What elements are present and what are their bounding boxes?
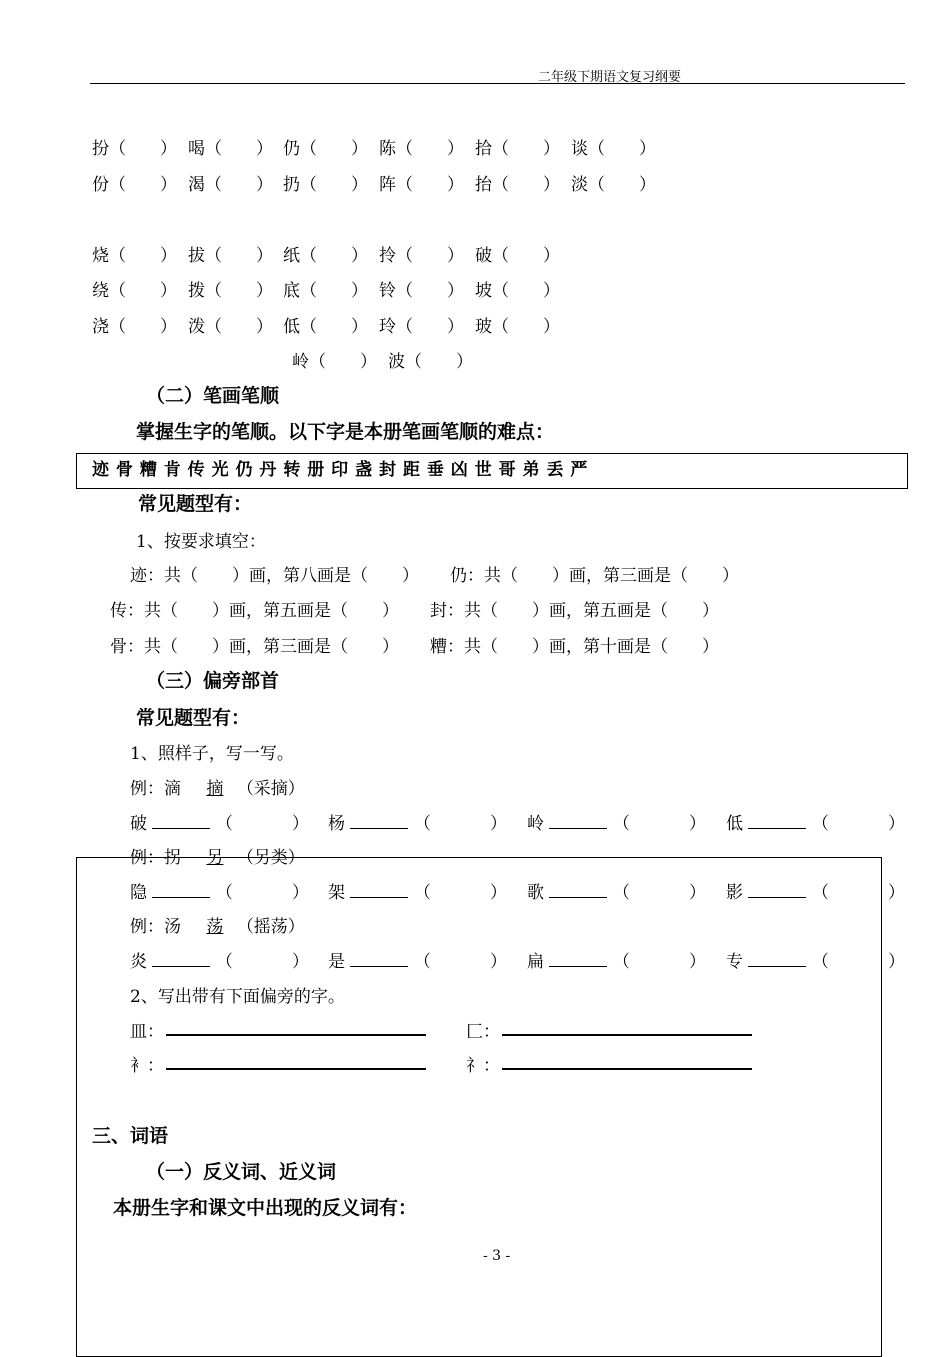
exercise-char: 岭 <box>527 814 544 834</box>
paren-open: （ <box>811 952 829 972</box>
paren-close: ） <box>689 814 706 834</box>
char-item: 绕（ ） <box>92 281 177 301</box>
char-item: 低（ ） <box>283 317 368 337</box>
paren-close: ） <box>888 814 905 834</box>
answer-blank[interactable] <box>350 952 408 967</box>
char-item: 岭（ ） <box>292 352 377 372</box>
radical-label: 匚： <box>466 1022 500 1042</box>
paren-open: （ <box>215 952 233 972</box>
answer-blank[interactable] <box>748 814 806 829</box>
answer-blank[interactable] <box>152 883 210 898</box>
section-heading-radicals: （三）偏旁部首 <box>146 670 280 692</box>
char-item: 仍（ ） <box>283 139 368 159</box>
radical-label: 衤： <box>130 1056 164 1076</box>
char-item: 扔（ ） <box>283 175 368 195</box>
example-suffix: （采摘） <box>236 779 305 799</box>
char-item: 拨（ ） <box>188 281 273 301</box>
example-answer: 另 <box>206 848 224 868</box>
answer-blank[interactable] <box>152 952 210 967</box>
strokes-chars: 迹 骨 糟 肯 传 光 仍 丹 转 册 印 盏 封 距 垂 凶 世 哥 弟 丢 严 <box>92 460 588 480</box>
answer-blank[interactable] <box>549 952 607 967</box>
paren-open: （ <box>215 883 233 903</box>
paren-close: ） <box>490 952 507 972</box>
example-row <box>130 843 305 868</box>
char-item: 陈（ ） <box>379 139 464 159</box>
answer-blank[interactable] <box>549 814 607 829</box>
char-item: 喝（ ） <box>188 139 273 159</box>
radical-answer-line[interactable] <box>502 1034 752 1036</box>
header-rule <box>90 83 905 84</box>
char-item: 阵（ ） <box>379 175 464 195</box>
char-item: 淡（ ） <box>571 175 656 195</box>
strokes-intro: 掌握生字的笔顺。以下字是本册笔画笔顺的难点： <box>136 421 555 443</box>
example-prefix: 例：滴 <box>130 779 181 799</box>
question-2: 2、写出带有下面偏旁的字。 <box>130 987 345 1007</box>
paren-open: （ <box>413 883 431 903</box>
stroke-question: 封：共（ ）画，第五画是（ ） <box>430 601 719 621</box>
antonyms-intro: 本册生字和课文中出现的反义词有： <box>113 1197 418 1219</box>
types-label: 常见题型有： <box>138 493 253 515</box>
paren-close: ） <box>292 883 309 903</box>
paren-close: ） <box>888 952 905 972</box>
char-item: 拎（ ） <box>379 246 464 266</box>
example-suffix: （摇荡） <box>236 917 305 937</box>
question-1: 1、按要求填空： <box>136 532 266 552</box>
paren-open: （ <box>413 814 431 834</box>
page-number: - 3 - <box>483 1248 511 1264</box>
char-item: 份（ ） <box>92 175 177 195</box>
exercise-char: 破 <box>130 814 147 834</box>
stroke-question: 传：共（ ）画，第五画是（ ） <box>110 601 399 621</box>
header-title: 二年级下期语文复习纲要 <box>538 70 682 85</box>
answer-blank[interactable] <box>549 883 607 898</box>
exercise-char: 低 <box>726 814 743 834</box>
char-item: 渴（ ） <box>188 175 273 195</box>
radical-label: 礻： <box>466 1056 500 1076</box>
paren-open: （ <box>612 952 630 972</box>
exercise-char: 专 <box>726 952 743 972</box>
char-item: 玲（ ） <box>379 317 464 337</box>
char-item: 坡（ ） <box>475 281 560 301</box>
char-item: 波（ ） <box>388 352 473 372</box>
answer-blank[interactable] <box>152 814 210 829</box>
paren-open: （ <box>612 883 630 903</box>
exercise-char: 扁 <box>527 952 544 972</box>
exercise-char: 是 <box>328 952 345 972</box>
char-item: 底（ ） <box>283 281 368 301</box>
example-answer: 摘 <box>206 779 224 799</box>
paren-close: ） <box>490 883 507 903</box>
paren-open: （ <box>811 814 829 834</box>
paren-close: ） <box>292 814 309 834</box>
paren-close: ） <box>292 952 309 972</box>
stroke-question: 仍：共（ ）画，第三画是（ ） <box>450 566 739 586</box>
example-answer: 荡 <box>206 917 224 937</box>
sub-heading-antonyms: （一）反义词、近义词 <box>146 1161 337 1183</box>
char-item: 纸（ ） <box>283 246 368 266</box>
exercise-char: 炎 <box>130 952 147 972</box>
answer-blank[interactable] <box>350 883 408 898</box>
char-item: 铃（ ） <box>379 281 464 301</box>
stroke-question: 糟：共（ ）画，第十画是（ ） <box>430 637 719 657</box>
example-row <box>130 912 305 937</box>
paren-open: （ <box>612 814 630 834</box>
radical-answer-line[interactable] <box>502 1068 752 1070</box>
example-row <box>130 774 305 799</box>
char-item: 谈（ ） <box>571 139 656 159</box>
char-item: 烧（ ） <box>92 246 177 266</box>
answer-blank[interactable] <box>350 814 408 829</box>
section-heading-words: 三、词语 <box>92 1125 169 1147</box>
radical-answer-line[interactable] <box>166 1068 426 1070</box>
char-item: 抬（ ） <box>475 175 560 195</box>
section-heading-strokes: （二）笔画笔顺 <box>146 385 280 407</box>
char-item: 泼（ ） <box>188 317 273 337</box>
paren-close: ） <box>490 814 507 834</box>
paren-open: （ <box>413 952 431 972</box>
types-label: 常见题型有： <box>136 707 251 729</box>
exercise-char: 架 <box>328 883 345 903</box>
paren-open: （ <box>215 814 233 834</box>
exercise-char: 杨 <box>328 814 345 834</box>
question-1: 1、照样子，写一写。 <box>130 744 294 764</box>
answer-blank[interactable] <box>748 883 806 898</box>
char-item: 拔（ ） <box>188 246 273 266</box>
char-item: 破（ ） <box>475 246 560 266</box>
char-item: 拾（ ） <box>475 139 560 159</box>
char-item: 浇（ ） <box>92 317 177 337</box>
radical-answer-line[interactable] <box>166 1034 426 1036</box>
char-item: 扮（ ） <box>92 139 177 159</box>
example-prefix: 例：拐 <box>130 848 181 868</box>
exercise-char: 隐 <box>130 883 147 903</box>
radical-label: 皿： <box>130 1022 164 1042</box>
answer-blank[interactable] <box>748 952 806 967</box>
exercise-char: 歌 <box>527 883 544 903</box>
paren-close: ） <box>689 883 706 903</box>
example-prefix: 例：汤 <box>130 917 181 937</box>
stroke-question: 迹：共（ ）画，第八画是（ ） <box>130 566 419 586</box>
paren-open: （ <box>811 883 829 903</box>
example-suffix: （另类） <box>236 848 305 868</box>
stroke-question: 骨：共（ ）画，第三画是（ ） <box>110 637 399 657</box>
paren-close: ） <box>888 883 905 903</box>
paren-close: ） <box>689 952 706 972</box>
char-item: 玻（ ） <box>475 317 560 337</box>
exercise-char: 影 <box>726 883 743 903</box>
